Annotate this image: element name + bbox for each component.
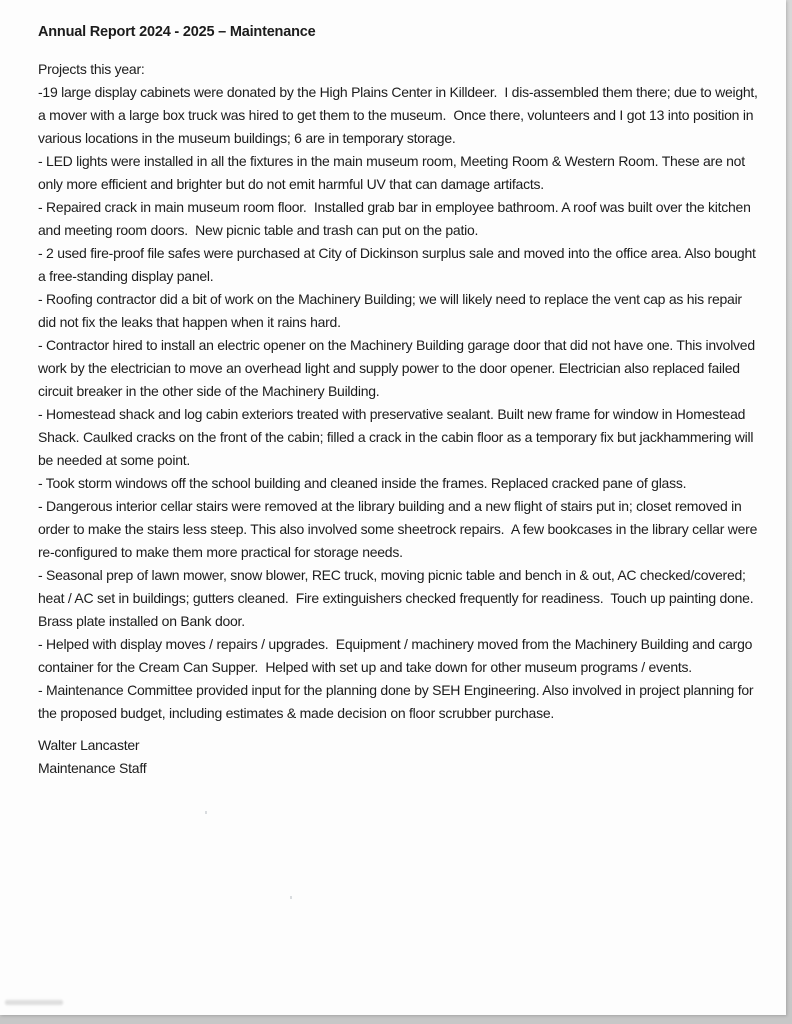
report-bullet-item: - Seasonal prep of lawn mower, snow blower, REC truck, moving picnic table and bench in & out, AC checked/covered; heat / AC set in buildings; gutters cleaned. Fire extinguishers checked frequently for readiness. Touch up painting done. Brass plate installed on Bank door. xyxy=(38,567,761,629)
report-bullet-item: - Maintenance Committee provided input for the planning done by SEH Engineering. Also involved in project planning for the proposed budget, including estimates & made decision on floor scrubber purchase. xyxy=(38,682,757,721)
scan-speck xyxy=(205,811,207,814)
signature-name: Walter Lancaster xyxy=(38,737,140,753)
report-bullet-item: - Roofing contractor did a bit of work on the Machinery Building; we will likely need to replace the vent cap as his repair did not fix the leaks that happen when it rains hard. xyxy=(38,291,746,330)
report-bullet-item: - Dangerous interior cellar stairs were removed at the library building and a new flight of stairs put in; closet removed in order to make the stairs less steep. This also involved some sheetrock repairs. A few bookcases in the library cellar were re-configured to make them more practical for storage needs. xyxy=(38,498,761,560)
report-intro: Projects this year: xyxy=(38,61,145,77)
scan-speck xyxy=(290,896,292,899)
report-bullet-item: - Took storm windows off the school building and cleaned inside the frames. Replaced cracked pane of glass. xyxy=(38,475,687,491)
signature-role: Maintenance Staff xyxy=(38,760,147,776)
signature-block xyxy=(38,734,762,780)
scan-artifact xyxy=(5,1000,63,1005)
report-bullet-item: - Contractor hired to install an electric opener on the Machinery Building garage door that did not have one. This involved work by the electrician to move an overhead light and supply power to the door opener. Electrician also replaced failed circuit breaker in the other side of the Machinery Building. xyxy=(38,337,759,399)
report-bullet-item: - LED lights were installed in all the fixtures in the main museum room, Meeting Room & Western Room. These are not only more efficient and brighter but do not emit harmful UV that can damage artifacts. xyxy=(38,153,749,192)
report-body xyxy=(38,81,762,725)
report-title: Annual Report 2024 - 2025 – Maintenance xyxy=(38,24,316,40)
report-bullet-item: - Homestead shack and log cabin exteriors treated with preservative sealant. Built new frame for window in Homestead Shack. Caulked cracks on the front of the cabin; filled a crack in the cabin floor as a temporary fix but jackhammering will be needed at some point. xyxy=(38,406,757,468)
report-bullet-item: - 2 used fire-proof file safes were purchased at City of Dickinson surplus sale and moved into the office area. Also bought a free-standing display panel. xyxy=(38,245,760,284)
report-bullet-item: - Helped with display moves / repairs / upgrades. Equipment / machinery moved from the Machinery Building and cargo container for the Cream Can Supper. Helped with set up and take down for other museum programs / events. xyxy=(38,636,756,675)
report-bullet-item: - Repaired crack in main museum room floor. Installed grab bar in employee bathroom. A roof was built over the kitchen and meeting room doors. New picnic table and trash can put on the patio. xyxy=(38,199,755,238)
document-content xyxy=(38,21,762,780)
report-bullet-item: -19 large display cabinets were donated by the High Plains Center in Killdeer. I dis-assembled them there; due to weight, a mover with a large box truck was hired to get them to the museum. Once there, volunteers and I got 13 into position in various locations in the museum buildings; 6 are in temporary storage. xyxy=(38,84,762,146)
